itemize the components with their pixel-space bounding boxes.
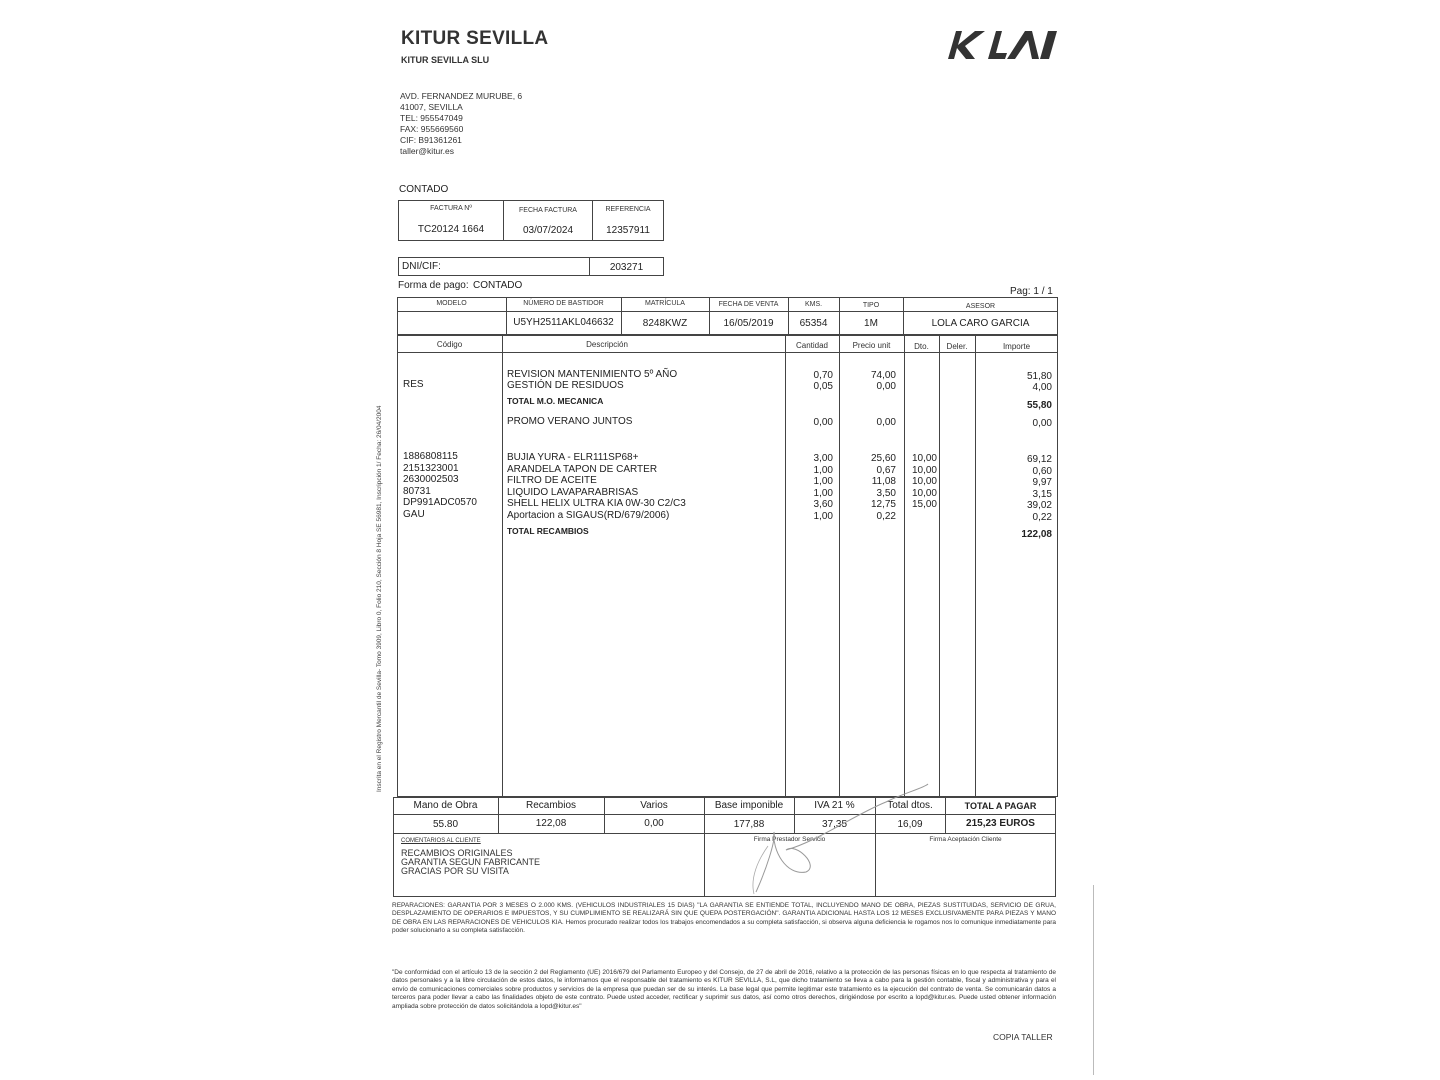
kia-logo <box>945 28 1060 62</box>
warranty-text: REPARACIONES: GARANTIA POR 3 MESES O 2.000 KMS. (VEHICULOS INDUSTRIALES 15 DIAS) "LA GARANTIA SE ENTIENDE TOTAL, INCLUYENDO MANO DE OBRA, PIEZAS SUSTITUIDAS, SERVICIO DE GRUA, DESPLAZAMIENTO DE OPERARIOS E IMPUESTOS, Y SU CUMPLIMIENTO SE REALIZARÁ SIN QUE QUEPA POSTERGACIÓN". GARANTIA ADICIONAL HASTA LOS 12 MESES EXCLUSIVAMENTE PARA PIEZAS Y MANO DE OBRA EN LAS REPARACIONES DE VEHICULOS KIA. Hemos procurado realizar todos los trabajos encomendados a su completa satisfacción, si observa alguna deficiencia le rogamos nos lo comunique inmediatamente para poder solucionarlo a su completa satisfacción. <box>392 902 1056 935</box>
registry-text: Inscrita en el Registro Mercantil de Sevilla- Tomo 3909, Libro 0, Folio 210, Sección 8 Hoja SE 56981, Inscripción 1/ Fecha: 26/04/2004 <box>376 405 383 792</box>
total-discounts: 16,09 <box>897 819 923 830</box>
company-legal-name: KITUR SEVILLA SLU <box>401 55 490 65</box>
item-price: 0,00 <box>876 417 896 428</box>
comment-line: GRACIAS POR SU VISITA <box>401 866 509 876</box>
parts-codes <box>403 451 477 520</box>
item-qty: 3,00 <box>813 453 833 464</box>
total-labour: 55.80 <box>432 819 459 830</box>
vehicle-header-plate: MATRÍCULA <box>645 300 685 307</box>
vehicle-kms: 65354 <box>799 318 828 329</box>
item-qty: 1,00 <box>813 464 833 476</box>
vehicle-header-model: MODELO <box>436 300 467 307</box>
item-discount: 10,00 <box>911 476 937 487</box>
totals-header-labour: Mano de Obra <box>413 800 478 811</box>
parts-discounts <box>904 453 937 522</box>
item-amount: 9,97 <box>1032 477 1052 488</box>
item-discount: 10,00 <box>911 487 937 499</box>
item-qty: 3,60 <box>813 499 833 510</box>
item-price: 3,50 <box>876 487 896 499</box>
parts-descriptions <box>507 452 686 521</box>
totals-header-grand-total: TOTAL A PAGAR <box>964 801 1037 811</box>
item-amount: 4,00 <box>1032 382 1052 393</box>
comments-lines <box>401 849 540 876</box>
item-amount: 69,12 <box>1026 454 1052 465</box>
vehicle-header-sale-date: FECHA DE VENTA <box>718 301 779 308</box>
item-discount: 10,00 <box>911 464 937 476</box>
item-amount: 0,60 <box>1032 465 1052 477</box>
address-line: 41007, SEVILLA <box>400 102 463 112</box>
item-code: DP991ADC0570 <box>403 497 477 508</box>
item-amount: 39,02 <box>1026 500 1052 511</box>
gdpr-text: "De conformidad con el artículo 13 de la sección 2 del Reglamento (UE) 2016/679 del Parlamento Europeo y del Consejo, de 27 de abril de 2016, relativo a la protección de las personas físicas en lo que respecta al tratamiento de datos personales y a la libre circulación de estos datos, le informamos que el responsable del tratamiento es KITUR SEVILLA, S.L, que dicho tratamiento se lleva a cabo para la gestión contable, fiscal y administrativa y para el envío de comunicaciones comerciales sobre productos y servicios de la empresa que puedan ser de su interés. La base legal que permite legitimar este tratamiento es la ejecución del contrato de venta. Se comunicarán datos a terceros para poder llevar a cabo las finalidades objeto de este contrato. Puede usted acceder, rectificar y suprimir sus datos, así como otros derechos, dirigiéndose por escrito a lopd@kitur.es. Puede usted obtener información ampliada sobre protección de datos solicitándola a lopd@kitur.es" <box>392 969 1056 1010</box>
page-indicator: Pag: 1 / 1 <box>1010 286 1053 297</box>
comments-label: COMENTARIOS AL CLIENTE <box>401 838 481 844</box>
invoice-date-label: FECHA FACTURA <box>519 207 577 214</box>
items-header-deler: Deler. <box>946 342 968 351</box>
items-header-discount: Dto. <box>914 342 929 351</box>
item-amount: 51,80 <box>1026 371 1052 382</box>
item-description: FILTRO DE ACEITE <box>507 475 597 486</box>
dni-value: 203271 <box>609 262 644 273</box>
address-line: CIF: B91361261 <box>400 135 462 145</box>
item-description: Aportacion a SIGAUS(RD/679/2006) <box>507 509 670 521</box>
parts-amounts <box>985 454 1052 523</box>
reference-label: REFERENCIA <box>605 206 651 213</box>
item-description: PROMO VERANO JUNTOS <box>507 416 633 427</box>
item-qty: 0,05 <box>813 381 833 392</box>
totals-header-vat: IVA 21 % <box>814 800 855 811</box>
vehicle-header-kms: KMS. <box>804 301 823 308</box>
totals-header-discounts: Total dtos. <box>887 800 933 811</box>
item-code: RES <box>403 379 424 390</box>
vehicle-type: 1M <box>864 318 878 329</box>
item-price: 74,00 <box>870 370 896 381</box>
grand-total: 215,23 EUROS <box>966 818 1035 829</box>
item-code: 1886808115 <box>403 451 458 462</box>
comment-line: RECAMBIOS ORIGINALES <box>401 848 513 858</box>
item-qty: 0,70 <box>813 370 833 381</box>
total-misc: 0,00 <box>644 818 664 829</box>
vehicle-header-vin: NÚMERO DE BASTIDOR <box>523 300 604 307</box>
items-header-price: Precio unit <box>852 341 891 350</box>
total-parts: 122,08 <box>535 818 567 829</box>
item-qty: 1,00 <box>813 476 833 487</box>
parts-quantities <box>795 453 833 522</box>
item-code: GAU <box>403 508 425 520</box>
dni-label: DNI/CIF: <box>402 261 441 272</box>
item-price: 11,08 <box>871 476 896 487</box>
item-discount <box>904 511 937 523</box>
item-qty: 0,00 <box>813 417 833 428</box>
vehicle-header-type: TIPO <box>862 302 880 309</box>
vehicle-vin: U5YH2511AKL046632 <box>513 317 614 328</box>
invoice-number: TC20124 1664 <box>417 224 485 235</box>
item-qty: 1,00 <box>813 510 833 522</box>
vat-amount: 37,35 <box>821 819 848 830</box>
taxable-base: 177,88 <box>733 819 765 830</box>
item-description: SHELL HELIX ULTRA KIA 0W-30 C2/C3 <box>507 498 686 509</box>
vehicle-header-advisor: ASESOR <box>965 303 996 310</box>
address-line: taller@kitur.es <box>400 146 454 156</box>
invoice-date: 03/07/2024 <box>522 225 574 236</box>
payment-label: Forma de pago: <box>398 280 469 291</box>
item-discount: 15,00 <box>911 499 937 510</box>
page-edge <box>1093 885 1094 1075</box>
signature-client-label: Firma Aceptación Cliente <box>929 836 1002 843</box>
items-header-qty: Cantidad <box>795 341 829 350</box>
signature-provider-label: Firma Prestador Servicio <box>753 836 826 843</box>
item-description: REVISION MANTENIMIENTO 5º AÑO <box>507 369 678 380</box>
item-amount: 0,22 <box>1032 511 1052 523</box>
vehicle-plate: 8248KWZ <box>642 318 688 329</box>
address-line: AVD. FERNANDEZ MURUBE, 6 <box>400 91 523 101</box>
vehicle-advisor: LOLA CARO GARCIA <box>931 318 1030 329</box>
totals-header-parts: Recambios <box>525 800 577 811</box>
item-code: 2151323001 <box>403 462 459 474</box>
item-amount: 0,00 <box>1032 418 1052 429</box>
items-header-code: Código <box>436 340 463 349</box>
subtotal-parts-value: 122,08 <box>1021 529 1052 540</box>
subtotal-labour-label: TOTAL M.O. MECANICA <box>507 396 604 406</box>
item-price: 0,22 <box>876 510 896 522</box>
subtotal-labour-value: 55,80 <box>1026 400 1052 411</box>
reference: 12357911 <box>606 225 650 236</box>
company-address <box>400 91 522 157</box>
vehicle-sale-date: 16/05/2019 <box>723 318 774 329</box>
subtotal-parts-label: TOTAL RECAMBIOS <box>507 526 589 536</box>
item-price: 25,60 <box>870 453 896 464</box>
address-line: FAX: 955669560 <box>400 124 464 134</box>
comment-line: GARANTIA SEGUN FABRICANTE <box>401 857 541 867</box>
item-code: 2630002503 <box>403 474 459 485</box>
signature-scribble <box>736 780 936 905</box>
invoice-number-label: FACTURA Nº <box>430 205 472 212</box>
items-table <box>397 335 1058 797</box>
item-code: 80731 <box>403 485 431 497</box>
item-amount: 3,15 <box>1032 488 1052 500</box>
company-brand: KITUR SEVILLA <box>401 28 549 49</box>
copy-label: COPIA TALLER <box>993 1032 1053 1042</box>
item-description: BUJIA YURA - ELR111SP68+ <box>507 452 639 463</box>
totals-header-misc: Varios <box>640 800 668 811</box>
item-description: GESTIÓN DE RESIDUOS <box>507 380 624 391</box>
parts-prices <box>846 453 896 522</box>
item-description: LIQUIDO LAVAPARABRISAS <box>507 486 639 498</box>
item-price: 0,67 <box>876 464 896 476</box>
payment-method: CONTADO <box>473 280 523 291</box>
item-qty: 1,00 <box>813 487 833 499</box>
address-line: TEL: 955547049 <box>400 113 463 123</box>
item-description: ARANDELA TAPON DE CARTER <box>507 463 658 475</box>
payment-heading: CONTADO <box>399 184 449 195</box>
totals-header-taxable-base: Base imponible <box>714 800 784 811</box>
item-price: 12,75 <box>870 499 896 510</box>
items-header-amount: Importe <box>1002 342 1031 351</box>
item-price: 0,00 <box>876 381 896 392</box>
items-header-description: Descripción <box>586 340 628 349</box>
item-discount: 10,00 <box>911 453 937 464</box>
